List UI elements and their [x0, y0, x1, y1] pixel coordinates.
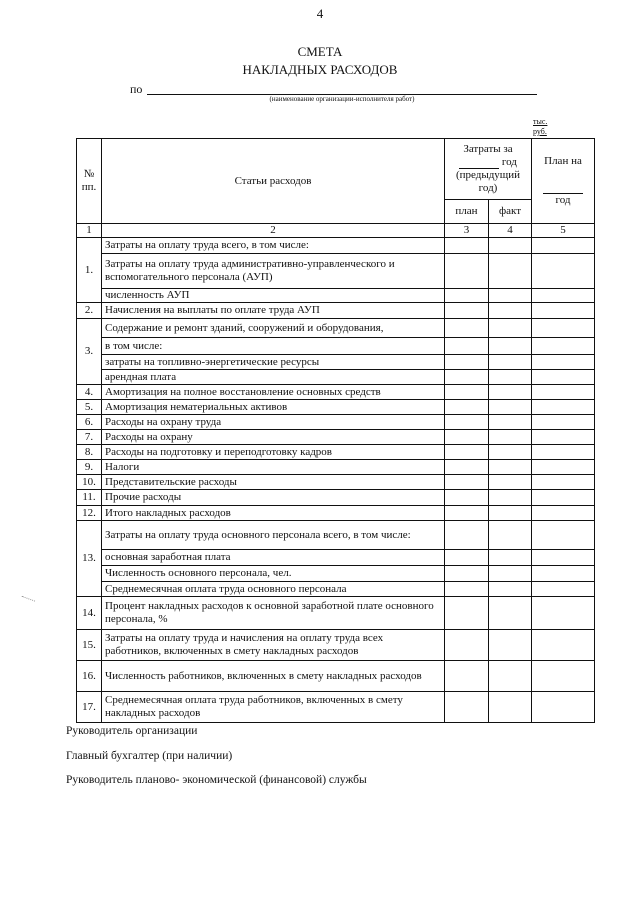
document-subtitle: НАКЛАДНЫХ РАСХОДОВ — [242, 62, 398, 77]
expense-item: Прочие расходы — [102, 490, 445, 506]
plan-next-year-cell[interactable] — [532, 550, 595, 566]
cost-plan-cell[interactable] — [445, 475, 489, 490]
table-row — [77, 385, 595, 400]
cost-plan-cell[interactable] — [445, 355, 489, 370]
table-row — [77, 254, 595, 289]
expense-item: арендная плата — [102, 370, 445, 385]
cost-plan-cell[interactable] — [445, 254, 489, 289]
expense-item: Расходы на охрану труда — [102, 415, 445, 430]
year-blank — [459, 158, 499, 169]
table-row — [77, 319, 595, 338]
cost-plan-cell[interactable] — [445, 490, 489, 506]
expense-item: численность АУП — [102, 289, 445, 303]
signature-head: Руководитель организации — [66, 725, 198, 737]
table-row — [77, 661, 595, 692]
cost-fact-cell[interactable] — [489, 355, 532, 370]
plan-next-year-cell[interactable] — [532, 566, 595, 582]
cost-plan-cell[interactable] — [445, 303, 489, 319]
plan-next-year-cell[interactable] — [532, 445, 595, 460]
signature-economist: Руководитель планово- экономической (финансовой) службы — [66, 774, 367, 786]
header-sub-plan: план — [445, 200, 489, 224]
cost-plan-cell[interactable] — [445, 370, 489, 385]
expense-item: Численность основного персонала, чел. — [102, 566, 445, 582]
row-number: 15. — [77, 630, 102, 661]
table-row — [77, 521, 595, 550]
expense-item: Представительские расходы — [102, 475, 445, 490]
plan-next-year-cell[interactable] — [532, 415, 595, 430]
plan-next-year-cell[interactable] — [532, 630, 595, 661]
plan-next-year-cell[interactable] — [532, 370, 595, 385]
table-row — [77, 355, 595, 370]
header-costs-year: год — [501, 156, 517, 168]
signature-accountant: Главный бухгалтер (при наличии) — [66, 750, 233, 762]
cost-fact-cell[interactable] — [489, 490, 532, 506]
cost-fact-cell[interactable] — [489, 521, 532, 550]
plan-next-year-cell[interactable] — [532, 692, 595, 723]
plan-next-year-cell[interactable] — [532, 506, 595, 521]
expense-item: Затраты на оплату труда и начисления на оплату труда всех работников, включенных в смету накладных расходов — [102, 630, 445, 661]
plan-next-year-cell[interactable] — [532, 490, 595, 506]
expense-item: Начисления на выплаты по оплате труда АУП — [102, 303, 445, 319]
overhead-estimate-table — [76, 138, 595, 723]
table-row — [77, 415, 595, 430]
cost-fact-cell[interactable] — [489, 445, 532, 460]
table-row — [77, 597, 595, 630]
expense-item: в том числе: — [102, 338, 445, 355]
expense-item: Расходы на охрану — [102, 430, 445, 445]
header-costs-prefix: Затраты за — [463, 143, 513, 155]
cost-plan-cell[interactable] — [445, 692, 489, 723]
cost-plan-cell[interactable] — [445, 430, 489, 445]
unit-label: тыс. руб. — [533, 117, 548, 136]
expense-item: Среднемесячная оплата труда основного персонала — [102, 582, 445, 597]
po-label: по — [130, 82, 143, 96]
header-costs-suffix: (предыдущий год) — [455, 169, 521, 194]
expense-item: Процент накладных расходов к основной заработной плате основного персонала, % — [102, 597, 445, 630]
row-number: 2. — [77, 303, 102, 319]
col-index: 3 — [445, 224, 489, 238]
scan-mark — [19, 596, 35, 609]
row-number: 10. — [77, 475, 102, 490]
plan-next-year-cell[interactable] — [532, 303, 595, 319]
table-row — [77, 460, 595, 475]
cost-plan-cell[interactable] — [445, 566, 489, 582]
col-index: 5 — [532, 224, 595, 238]
row-number: 7. — [77, 430, 102, 445]
plan-next-year-cell[interactable] — [532, 319, 595, 338]
cost-fact-cell[interactable] — [489, 692, 532, 723]
cost-fact-cell[interactable] — [489, 630, 532, 661]
cost-fact-cell[interactable] — [489, 582, 532, 597]
plan-next-year-cell[interactable] — [532, 238, 595, 254]
table-row — [77, 550, 595, 566]
col-index: 4 — [489, 224, 532, 238]
cost-fact-cell[interactable] — [489, 415, 532, 430]
cost-plan-cell[interactable] — [445, 338, 489, 355]
cost-fact-cell[interactable] — [489, 430, 532, 445]
cost-fact-cell[interactable] — [489, 338, 532, 355]
cost-fact-cell[interactable] — [489, 506, 532, 521]
expense-item: Среднемесячная оплата труда работников, включенных в смету накладных расходов — [102, 692, 445, 723]
expense-item: Затраты на оплату труда всего, в том числе: — [102, 238, 445, 254]
table-row — [77, 582, 595, 597]
table-row — [77, 289, 595, 303]
table-row — [77, 303, 595, 319]
header-sub-fact: факт — [489, 200, 532, 224]
expense-item: Амортизация нематериальных активов — [102, 400, 445, 415]
cost-fact-cell[interactable] — [489, 238, 532, 254]
table-row — [77, 630, 595, 661]
expense-item: Затраты на оплату труда административно-управленческого и вспомогательного персонала (АУП) — [102, 254, 445, 289]
cost-fact-cell[interactable] — [489, 319, 532, 338]
header-no: № пп. — [77, 139, 102, 224]
cost-plan-cell[interactable] — [445, 661, 489, 692]
expense-item: Численность работников, включенных в смету накладных расходов — [102, 661, 445, 692]
cost-fact-cell[interactable] — [489, 400, 532, 415]
page-number: 4 — [316, 6, 324, 21]
cost-fact-cell[interactable] — [489, 289, 532, 303]
cost-plan-cell[interactable] — [445, 238, 489, 254]
plan-next-year-cell[interactable] — [532, 460, 595, 475]
table-row — [77, 475, 595, 490]
table-row — [77, 445, 595, 460]
expense-item: Затраты на оплату труда основного персонала всего, в том числе: — [102, 521, 445, 550]
cost-plan-cell[interactable] — [445, 289, 489, 303]
plan-next-year-cell[interactable] — [532, 400, 595, 415]
row-number: 17. — [77, 692, 102, 723]
row-number: 8. — [77, 445, 102, 460]
row-number: 13. — [77, 521, 102, 597]
plan-next-year-cell[interactable] — [532, 661, 595, 692]
organization-caption: (наименование организации-исполнителя работ) — [269, 95, 415, 103]
cost-fact-cell[interactable] — [489, 303, 532, 319]
row-number: 4. — [77, 385, 102, 400]
cost-plan-cell[interactable] — [445, 445, 489, 460]
expense-item: Содержание и ремонт зданий, сооружений и оборудования, — [102, 319, 445, 338]
row-number: 6. — [77, 415, 102, 430]
row-number: 3. — [77, 319, 102, 385]
cost-plan-cell[interactable] — [445, 460, 489, 475]
table-row — [77, 692, 595, 723]
plan-next-year-cell[interactable] — [532, 355, 595, 370]
expense-item: затраты на топливно-энергетические ресурсы — [102, 355, 445, 370]
col-index: 2 — [102, 224, 445, 238]
cost-plan-cell[interactable] — [445, 506, 489, 521]
cost-plan-cell[interactable] — [445, 319, 489, 338]
table-row — [77, 238, 595, 254]
plan-next-year-cell[interactable] — [532, 254, 595, 289]
expense-item: Итого накладных расходов — [102, 506, 445, 521]
plan-next-year-cell[interactable] — [532, 430, 595, 445]
row-number: 1. — [77, 238, 102, 303]
table-row — [77, 338, 595, 355]
expense-item: основная заработная плата — [102, 550, 445, 566]
cost-plan-cell[interactable] — [445, 582, 489, 597]
cost-fact-cell[interactable] — [489, 254, 532, 289]
plan-next-year-cell[interactable] — [532, 582, 595, 597]
plan-next-year-cell[interactable] — [532, 385, 595, 400]
table-row — [77, 506, 595, 521]
plan-next-year-cell[interactable] — [532, 338, 595, 355]
cost-plan-cell[interactable] — [445, 415, 489, 430]
plan-next-year-cell[interactable] — [532, 521, 595, 550]
expense-item: Амортизация на полное восстановление основных средств — [102, 385, 445, 400]
cost-fact-cell[interactable] — [489, 460, 532, 475]
cost-fact-cell[interactable] — [489, 475, 532, 490]
cost-plan-cell[interactable] — [445, 521, 489, 550]
cost-fact-cell[interactable] — [489, 597, 532, 630]
table-row — [77, 400, 595, 415]
cost-fact-cell[interactable] — [489, 370, 532, 385]
cost-plan-cell[interactable] — [445, 385, 489, 400]
header-costs — [445, 139, 532, 200]
header-plan — [532, 139, 595, 224]
cost-fact-cell[interactable] — [489, 566, 532, 582]
document-title: СМЕТА — [297, 44, 343, 59]
row-number: 12. — [77, 506, 102, 521]
table-row — [77, 490, 595, 506]
col-index: 1 — [77, 224, 102, 238]
plan-year-blank — [543, 183, 583, 194]
row-number: 16. — [77, 661, 102, 692]
table-row — [77, 566, 595, 582]
table-row — [77, 430, 595, 445]
row-number: 5. — [77, 400, 102, 415]
row-number: 11. — [77, 490, 102, 506]
row-number: 14. — [77, 597, 102, 630]
cost-plan-cell[interactable] — [445, 400, 489, 415]
expense-item: Расходы на подготовку и переподготовку кадров — [102, 445, 445, 460]
cost-fact-cell[interactable] — [489, 550, 532, 566]
header-plan-label: План на — [544, 155, 582, 167]
cost-fact-cell[interactable] — [489, 661, 532, 692]
cost-plan-cell[interactable] — [445, 597, 489, 630]
plan-next-year-cell[interactable] — [532, 597, 595, 630]
cost-plan-cell[interactable] — [445, 630, 489, 661]
table-row — [77, 370, 595, 385]
cost-fact-cell[interactable] — [489, 385, 532, 400]
row-number: 9. — [77, 460, 102, 475]
expense-item: Налоги — [102, 460, 445, 475]
plan-next-year-cell[interactable] — [532, 475, 595, 490]
header-plan-year: год — [555, 194, 571, 206]
cost-plan-cell[interactable] — [445, 550, 489, 566]
header-items: Статьи расходов — [102, 139, 445, 224]
plan-next-year-cell[interactable] — [532, 289, 595, 303]
